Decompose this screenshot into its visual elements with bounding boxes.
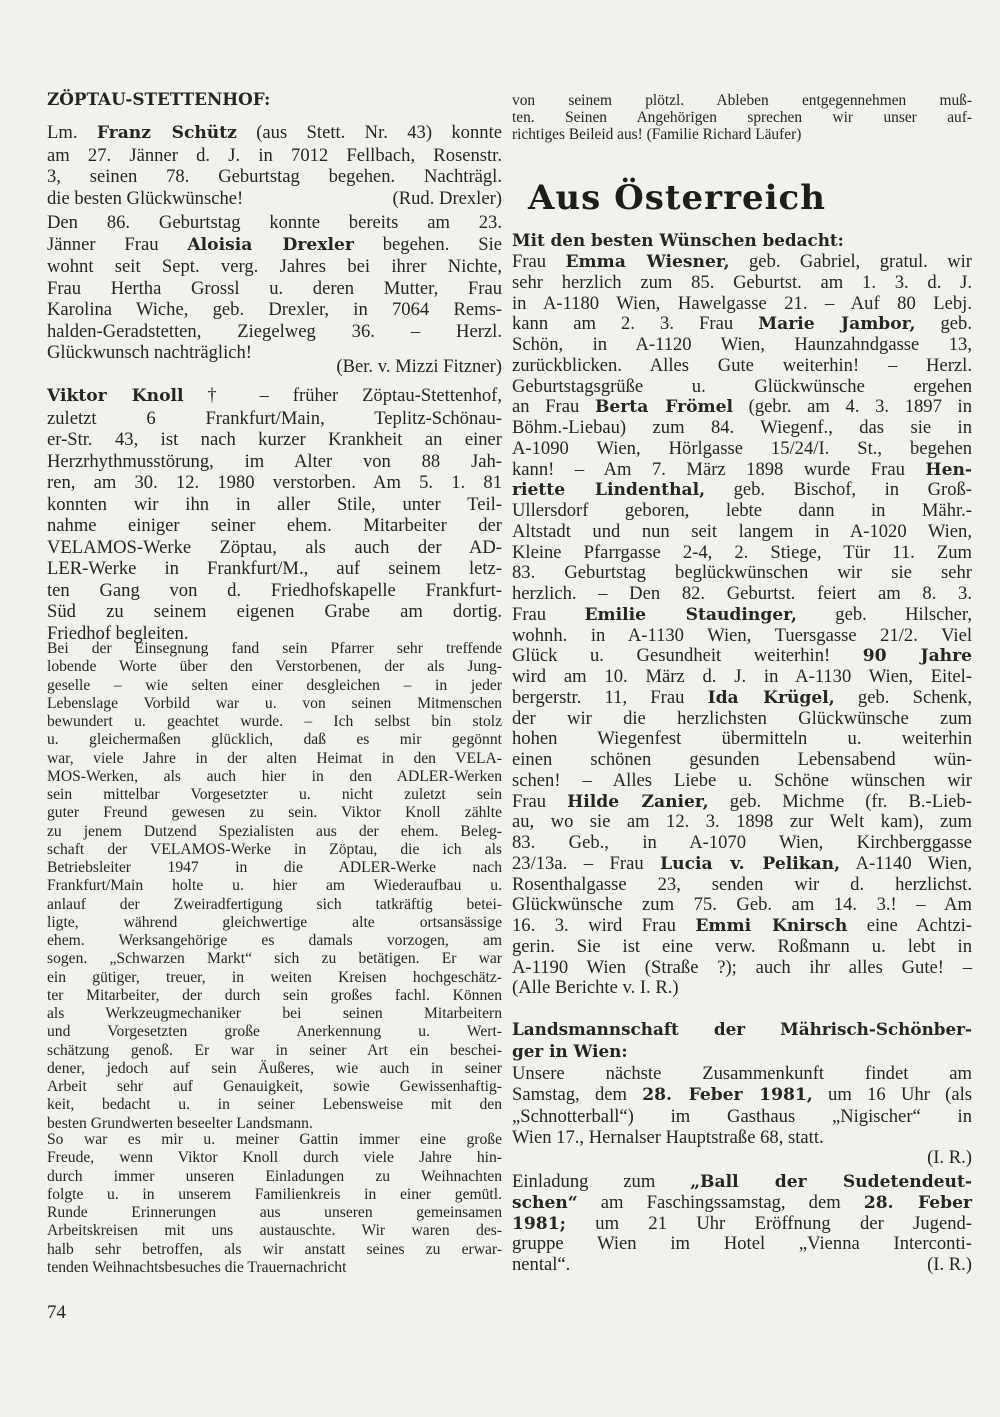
text-line: zu jenem Dutzend Spezialisten aus der ehem. Beleg- (47, 822, 502, 840)
bold-name: Viktor Knoll (47, 386, 184, 406)
text-line: zurückblicken. Alles Gute weiterhin! – Herzl. (512, 354, 972, 376)
paragraph-gattin (47, 1131, 502, 1277)
text-line: Ullersdorf geboren, lebte dann in Mähr.- (512, 500, 972, 521)
text-line: tenden Weihnachtsbesuches die Trauernachricht (47, 1258, 347, 1276)
text-line: als Werkzeugmechaniker bei seinen Mitarbeitern (47, 1005, 502, 1022)
text-line: MOS-Werken, als auch hier in den ADLER-Werken (47, 767, 502, 785)
section-heading-zoeptau: ZÖPTAU-STETTENHOF: (47, 89, 271, 109)
text-line: Glückwünsche zum 75. Geb. am 14. 3.! – Am (512, 894, 972, 916)
text-line: Runde Erinnerungen aus unseren gemeinsamen (47, 1204, 502, 1221)
text-line: ehem. Werksangehörige es damals vorzogen, am (47, 932, 502, 949)
text-line: 23/13a. – Frau Lucia v. Pelikan, A-1140 Wien, (512, 852, 972, 874)
text-line: guter Freund gewesen zu sein. Viktor Knoll zählte (47, 804, 502, 822)
paragraph-beileid (512, 92, 972, 143)
credit-ir-1: (I. R.) (927, 1147, 972, 1168)
text-line: 3, seinen 78. Geburtstag begehen. Nachträgl. (47, 166, 502, 187)
text-line: riette Lindenthal, geb. Bischof, in Groß- (512, 479, 972, 501)
text-line: Friedhof begleiten. (47, 622, 189, 644)
text-line: gerin. Sie ist eine verw. Roßmann u. lebt in (512, 935, 972, 957)
bold-name: 90 Jahre (862, 646, 972, 667)
bold-name: Lucia v. Pelikan, (660, 853, 841, 874)
text-line: „Schnotterball“) im Gasthaus „Nigischer“ in (512, 1106, 972, 1127)
bold-name: Berta Frömel (594, 397, 734, 418)
text-line: keit, bedacht u. in seiner Lebensweise mit den (47, 1096, 502, 1114)
text-line: Lebenslage Vorbild war u. von seinen Mitmenschen (47, 694, 502, 712)
text-line: folgte u. in unserem Familienkreis in einer gemütl. (47, 1185, 502, 1203)
text-line: Frau Hertha Grossl u. deren Mutter, Frau (47, 277, 502, 299)
text-line: (Alle Berichte v. I. R.) (512, 977, 679, 999)
bold-name: Emma Wiesner, (565, 252, 730, 272)
paragraph-viktor-knoll (47, 385, 502, 644)
bold-name: Hen- (925, 459, 972, 480)
text-line: Frau Emilie Staudinger, geb. Hilscher, (512, 603, 973, 625)
text-line: Samstag, dem 28. Feber 1981, um 16 Uhr (als (512, 1084, 973, 1105)
text-line: geselle – wie selten einer desgleichen – in jeder (47, 676, 502, 694)
text-line: anlauf der Zweiradfertigung sich tatkräftig betei- (47, 895, 502, 913)
text-line: er-Str. 43, ist nach kurzer Krankheit an einer (47, 429, 502, 450)
text-line: Den 86. Geburtstag konnte bereits am 23. (47, 212, 502, 233)
text-line: Schön, in A-1120 Wien, Haunzahndgasse 13, (512, 334, 972, 355)
bold-name: Franz Schütz (96, 123, 237, 143)
text-line: und Vorgesetzten große Anerkennung u. Wert- (47, 1023, 502, 1041)
text-line: dener, jedoch auf sein Äußeres, wie auch in seiner (47, 1059, 502, 1077)
text-line: wird am 10. März d. J. in A-1130 Wien, Eitel- (512, 666, 972, 687)
text-line: nahme einiger seiner ehem. Mitarbeiter der (47, 515, 502, 536)
text-line: wohnh. in A-1130 Wien, Tuersgasse 21/2. Viel (512, 624, 972, 646)
credit-mizzi-fitzner: (Ber. v. Mizzi Fitzner) (336, 356, 502, 377)
text-line: lobende Worte über den Verstorbenen, der als Jung- (47, 658, 502, 676)
text-line: Frau Emma Wiesner, geb. Gabriel, gratul. wir (512, 251, 972, 272)
text-line: in A-1180 Wien, Hawelgasse 21. – Auf 80 Lebj. (512, 292, 972, 314)
text-line: Arbeitskreisen mit uns austauschte. Wir waren des- (47, 1222, 502, 1240)
text-line: u. gleichermaßen glücklich, daß es mir gegönnt (47, 731, 502, 749)
text-line: kann! – Am 7. März 1898 wurde Frau Hen- (512, 458, 972, 480)
text-line: 83. Geburtstag beglückwünschen wir sie sehr (512, 562, 972, 584)
text-line: Karolina Wiche, geb. Drexler, in 7064 Rems- (47, 299, 502, 320)
text-line: Böhm.-Liebau) zum 84. Wiegenf., das sie in (512, 417, 972, 438)
text-line: Jänner Frau Aloisia Drexler begehen. Sie (47, 233, 502, 255)
bold-name: 28. Feber 1981, (642, 1085, 813, 1105)
text-line: war, viele Jahre in der alten Heimat in den VELA- (47, 749, 502, 767)
text-line: Arbeit sehr auf Genauigkeit, sowie Gewissenhaftig- (47, 1078, 502, 1095)
text-line: Wien 17., Hernalser Hauptstraße 68, statt. (512, 1127, 824, 1148)
text-line: von seinem plötzl. Ableben entgegennehmen muß- (512, 92, 972, 109)
text-line: Landsmannschaft der Mährisch-Schönber- (512, 1019, 972, 1039)
text-line: Unsere nächste Zusammenkunft findet am (512, 1063, 972, 1084)
credit: (I. R.) (927, 1254, 972, 1276)
text-line: Süd zu seinem eigenen Grabe am dortig. (47, 601, 502, 622)
text-line: Glück u. Gesundheit weiterhin! 90 Jahre (512, 645, 972, 667)
bold-name: 28. Feber (863, 1192, 973, 1213)
bold-name: riette Lindenthal, (512, 480, 706, 501)
text-line: bewundert u. geachtet wurde. – Ich selbst bin stolz (47, 713, 502, 730)
paragraph-aloisia-drexler (47, 212, 502, 364)
subheading-besten-wuenschen: Mit den besten Wünschen bedacht: (512, 230, 844, 250)
text-line: Rosenthalgasse 23, senden wir d. herzlichst. (512, 873, 972, 895)
text-line: ein gütiger, treuer, in weiten Kreisen hochgeschätz- (47, 968, 502, 986)
bold-name: Hilde Zanier, (567, 791, 709, 812)
text-line: Frankfurt/Main holte u. hier am Wiederaufbau u. (47, 877, 502, 895)
section-title-aus-oesterreich: Aus Österreich (528, 178, 826, 218)
text-line: an Frau Berta Frömel (gebr. am 4. 3. 1897 in (512, 396, 973, 418)
text-line: A-1090 Wien, Hörlgasse 15/24/I. St., begehen (512, 437, 972, 459)
text-line: bergerstr. 11, Frau Ida Krügel, geb. Schenk, (512, 686, 973, 708)
text-line: Freude, wenn Viktor Knoll durch viele Jahre hin- (47, 1149, 502, 1167)
bold-name: schen“ (512, 1192, 578, 1213)
paragraph-geburtstage (512, 252, 972, 999)
text-line: Geburtstagsgrüße u. Glückwünsche ergehen (512, 375, 972, 397)
bold-name: „Ball der Sudetendeut- (690, 1172, 972, 1192)
bold-name: Marie Jambor, (758, 314, 916, 335)
text-line: ter Mitarbeiter, der durch sein großes fachl. Können (47, 986, 502, 1004)
text-line: hohen Wiegenfest übermitteln u. weiterhin (512, 728, 972, 750)
text-line: (Rud. Drexler) die besten Glückwünsche! (47, 187, 502, 209)
text-line: zuletzt 6 Frankfurt/Main, Teplitz-Schönau- (47, 407, 502, 429)
text-line: Bei der Einsegnung fand sein Pfarrer sehr treffende (47, 640, 502, 657)
text-line: herzlich. – Den 82. Geburtst. feiert am 8. 3. (512, 583, 972, 604)
bold-name: Emilie Staudinger, (584, 604, 797, 625)
text-line: schen“ am Faschingssamstag, dem 28. Feber (512, 1191, 973, 1213)
page-number: 74 (47, 1302, 66, 1323)
bold-name: Ida Krügel, (707, 687, 835, 708)
text-line: ligte, während gleichwertige alte ortsansässige (47, 913, 502, 931)
text-line: Altstadt und nun seit langem in A-1020 Wien, (512, 520, 972, 542)
text-line: ger in Wien: (512, 1040, 628, 1061)
text-line: Herzrhythmusstörung, im Alter von 88 Jah- (47, 450, 502, 472)
text-line: 1981; um 21 Uhr Eröffnung der Jugend- (512, 1212, 972, 1234)
text-line: Betriebsleiter 1947 in die ADLER-Werke nach (47, 859, 502, 876)
text-line: sehr herzlich zum 85. Geburtst. am 1. 3. d. J. (512, 271, 972, 293)
text-line: Einladung zum „Ball der Sudetendeut- (512, 1171, 972, 1192)
text-line: A-1190 Wien (Straße ?); auch ihr alles Gute! – (512, 956, 972, 978)
text-line: durch immer unseren Einladungen zu Weihnachten (47, 1167, 502, 1185)
bold-name: Emmi Knirsch (695, 916, 848, 936)
text-line: am 27. Jänner d. J. in 7012 Fellbach, Rosenstr. (47, 144, 502, 166)
paragraph-ball-einladung (512, 1172, 972, 1276)
text-line: besten Grundwerten beseelter Landsmann. (47, 1114, 313, 1132)
text-line: (I. R.) nental“. (512, 1254, 972, 1276)
paragraph-einsegnung (47, 640, 502, 1133)
text-line: der wir die herzlichsten Glückwünsche zum (512, 707, 972, 729)
text-line: wohnt seit Sept. verg. Jahres bei ihrer Nichte, (47, 256, 502, 277)
text-line: Kleine Pfarrgasse 2-4, 2. Stiege, Tür 11. Zum (512, 541, 972, 563)
text-line: kann am 2. 3. Frau Marie Jambor, geb. (512, 313, 972, 335)
text-line: sogen. „Schwarzen Markt“ sich zu betätigen. Er war (47, 950, 502, 968)
credit: (Rud. Drexler) (392, 187, 502, 209)
text-line: halden-Geradstetten, Ziegelweg 36. – Herzl. (47, 320, 502, 342)
text-line: gruppe Wien im Hotel „Vienna Interconti- (512, 1233, 972, 1255)
text-line: schaft der VELAMOS-Werke in Zöptau, die ich als (47, 840, 502, 858)
text-line: einen schönen gesunden Lebensabend wün- (512, 749, 972, 770)
paragraph-zusammenkunft (512, 1063, 972, 1148)
text-line: ren, am 30. 12. 1980 verstorben. Am 5. 1. 81 (47, 472, 502, 493)
text-line: VELAMOS-Werke Zöptau, als auch der AD- (47, 536, 502, 558)
text-line: konnten wir ihn in aller Stile, unter Teil- (47, 493, 502, 515)
text-line: halb sehr betroffen, als wir anstatt seines zu erwar- (47, 1240, 502, 1258)
bold-name: Aloisia Drexler (187, 234, 354, 255)
text-line: So war es mir u. meiner Gattin immer eine große (47, 1131, 502, 1148)
text-line: Lm. Franz Schütz (aus Stett. Nr. 43) konnte (47, 122, 502, 143)
text-line: schätzung genoß. Er war in seiner Art ein beschei- (47, 1041, 502, 1059)
text-line: LER-Werke in Frankfurt/M., auf seinem letz- (47, 558, 502, 579)
text-line: Viktor Knoll † – früher Zöptau-Stettenhof, (47, 385, 502, 406)
bold-name: 1981; (512, 1213, 566, 1234)
text-line: au, wo sie am 12. 3. 1898 zur Welt kam), zum (512, 811, 972, 833)
text-line: schen! – Alles Liebe u. Schöne wünschen wir (512, 769, 972, 791)
subheading-landsmannschaft (512, 1019, 972, 1062)
text-line: ten Gang von d. Friedhofskapelle Frankfurt- (47, 579, 502, 601)
text-line: 16. 3. wird Frau Emmi Knirsch eine Achtzi- (512, 915, 972, 936)
text-line: ten. Seinen Angehörigen sprechen wir unser auf- (512, 109, 972, 126)
text-line: Glückwunsch nachträglich! (47, 342, 252, 363)
text-line: sein mittelbar Vorgesetzter u. nicht zuletzt sein (47, 786, 502, 803)
text-line: richtiges Beileid aus! (Familie Richard Läufer) (512, 126, 802, 143)
paragraph-franz-schuetz (47, 122, 502, 209)
text-line: 83. Geb., in A-1070 Wien, Kirchberggasse (512, 832, 972, 853)
text-line: Frau Hilde Zanier, geb. Michme (fr. B.-Lieb- (512, 790, 972, 812)
